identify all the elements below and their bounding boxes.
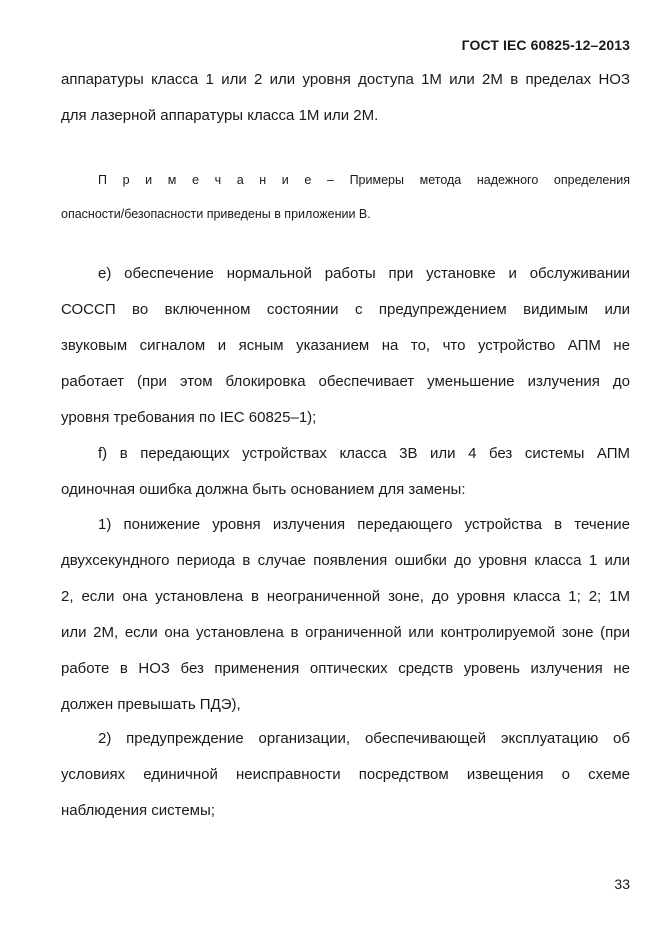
document-header: ГОСТ IEC 60825-12–2013: [461, 37, 630, 53]
page-number: 33: [614, 876, 630, 892]
text-line: аппаратуры класса 1 или 2 или уровня доступа 1М или 2М в пределах НОЗ: [61, 71, 630, 88]
text-line: должен превышать ПДЭ),: [61, 696, 241, 713]
text-line: наблюдения системы;: [61, 802, 215, 819]
note-line: [61, 163, 630, 197]
text-line: для лазерной аппаратуры класса 1М или 2М.: [61, 107, 379, 124]
text-line: уровня требования по IEC 60825–1);: [61, 409, 317, 426]
note-line: опасности/безопасности приведены в приложении В.: [61, 207, 371, 221]
item-f-paragraph: [61, 436, 630, 508]
text-line: работе в НОЗ без применения оптических средств уровень излучения не: [61, 660, 630, 677]
item-e-paragraph: [61, 256, 630, 436]
continuation-paragraph: [61, 62, 630, 134]
text-line: 2, если она установлена в неограниченной зоне, до уровня класса 1; 2; 1М: [61, 588, 630, 605]
text-line: f) в передающих устройствах класса 3В или 4 без системы АПМ: [98, 445, 630, 462]
note-label: П р и м е ч а н и е: [98, 173, 312, 187]
text-line: условиях единичной неисправности посредством извещения о схеме: [61, 766, 630, 783]
text-line: работает (при этом блокировка обеспечивает уменьшение излучения до: [61, 373, 630, 390]
text-line: е) обеспечение нормальной работы при установке и обслуживании: [98, 265, 630, 282]
note-block: [61, 163, 630, 231]
text-line: звуковым сигналом и ясным указанием на то, что устройство АПМ не: [61, 337, 630, 354]
item-2-paragraph: [61, 721, 630, 829]
text-line: одиночная ошибка должна быть основанием для замены:: [61, 481, 466, 498]
text-line: 2) предупреждение организации, обеспечивающей эксплуатацию об: [98, 730, 630, 747]
text-line: или 2М, если она установлена в ограниченной или контролируемой зоне (при: [61, 624, 630, 641]
note-text: – Примеры метода надежного определения: [327, 173, 630, 187]
text-line: двухсекундного периода в случае появления ошибки до уровня класса 1 или: [61, 552, 630, 569]
text-line: СОССП во включенном состоянии с предупреждением видимым или: [61, 301, 630, 318]
item-1-paragraph: [61, 507, 630, 723]
text-line: 1) понижение уровня излучения передающего устройства в течение: [98, 516, 630, 533]
